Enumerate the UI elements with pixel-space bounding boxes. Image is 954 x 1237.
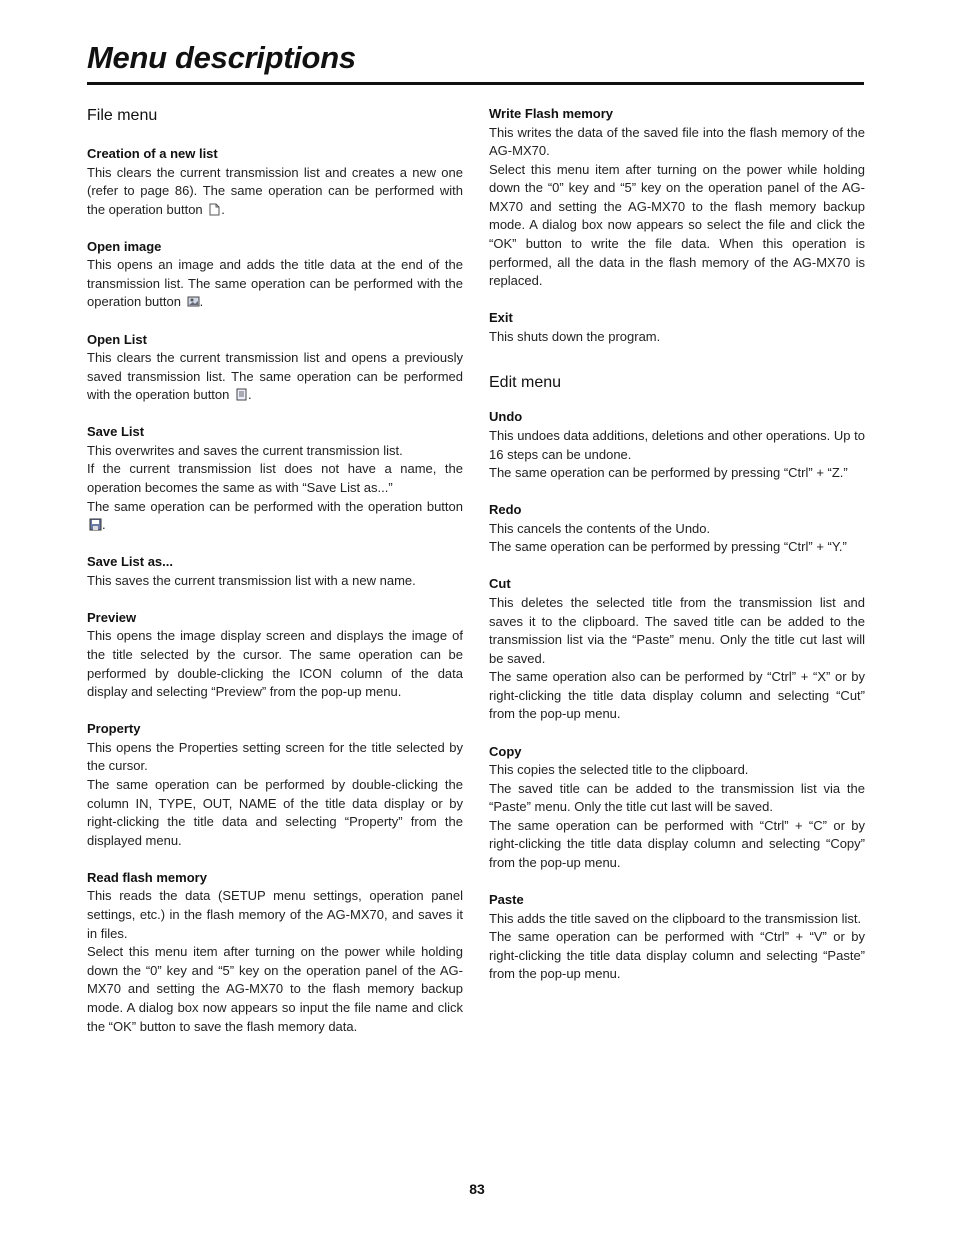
entry-text: This overwrites and saves the current transmission list. <box>87 442 403 458</box>
edit-menu-heading: Edit menu <box>489 374 562 392</box>
entry-open-image <box>87 238 463 312</box>
entry-text: If the current transmission list does not have a name, the operation becomes the same as with “Save List as...” <box>87 461 463 496</box>
entry-title: Cut <box>489 576 511 592</box>
entry-title: Copy <box>489 743 522 759</box>
entry-paste <box>489 891 865 984</box>
entry-undo <box>489 408 865 482</box>
entry-exit <box>489 309 865 346</box>
entry-title: Paste <box>489 892 524 908</box>
entry-title: Open image <box>87 238 162 254</box>
entry-property <box>87 720 463 850</box>
entry-title: Save List <box>87 424 145 440</box>
entry-text: This reads the data (SETUP menu settings, operation panel settings, etc.) in the flash memory of the AG-MX70, and saves it in files. <box>87 888 463 941</box>
entry-text-end: . <box>102 517 106 533</box>
entry-text: This writes the data of the saved file into the flash memory of the AG-MX70. <box>489 124 865 159</box>
entry-text: This adds the title saved on the clipboard to the transmission list. <box>489 910 862 926</box>
entry-title: Read flash memory <box>87 869 207 885</box>
entry-text <box>87 256 463 312</box>
entry-text: Select this menu item after turning on the power while holding down the “0” key and “5” key on the operation panel of the AG-MX70 and setting the AG-MX70 to the flash memory backup mode. A dialog box now appears so input the file name and click the “OK” button to save the flash memory data. <box>87 944 463 1034</box>
entry-text: This undoes data additions, deletions and other operations. Up to 16 steps can be undone. <box>489 427 865 462</box>
entry-text <box>87 349 463 405</box>
open-list-icon <box>235 388 248 401</box>
entry-text-end: . <box>248 387 252 403</box>
entry-open-list <box>87 331 463 405</box>
entry-title: Open List <box>87 331 147 347</box>
entry-text: This copies the selected title to the clipboard. <box>489 762 749 778</box>
entry-title: Write Flash memory <box>489 106 614 121</box>
entry-creation-new-list <box>87 145 463 219</box>
entry-redo <box>489 501 865 557</box>
entry-text: The same operation can be performed with “Ctrl” + “C” or by right-clicking the title data display column and selecting “Copy” from the pop-up menu. <box>489 817 865 871</box>
entry-title: Preview <box>87 609 137 625</box>
entry-text: The same operation can be performed by double-clicking the column IN, TYPE, OUT, NAME of the title data display or by right-clicking the title data and selecting “Property” from the displayed menu. <box>87 776 463 848</box>
entry-text: This opens the Properties setting screen for the title selected by the cursor. <box>87 739 463 774</box>
entry-text: The same operation can be performed with “Ctrl” + “V” or by right-clicking the title data display column and selecting “Paste” from the pop-up menu. <box>489 929 865 982</box>
entry-text <box>87 498 463 535</box>
entry-text-body: This clears the current transmission list and opens a previously saved transmission list. The same operation can be performed with the operation button <box>87 350 463 403</box>
entry-copy <box>489 743 865 873</box>
save-list-icon <box>89 518 102 531</box>
new-list-icon <box>208 203 221 216</box>
entry-text: The same operation also can be performed by “Ctrl” + “X” or by right-clicking the title data display column and selecting “Cut” from the pop-up menu. <box>489 669 865 722</box>
entry-preview <box>87 609 463 702</box>
entry-title: Undo <box>489 409 523 425</box>
entry-write-flash-memory <box>489 105 865 291</box>
entry-text: The same operation can be performed by pressing “Ctrl” + “Z.” <box>489 465 848 481</box>
entry-text-body: This clears the current transmission list and creates a new one (refer to page 86). The same operation can be performed with the operation button <box>87 164 463 217</box>
open-image-icon <box>187 295 200 308</box>
entry-title: Property <box>87 721 141 737</box>
page-number: 83 <box>469 1181 485 1197</box>
title-rule <box>87 82 864 85</box>
entry-text: This shuts down the program. <box>489 328 661 344</box>
entry-title: Redo <box>489 502 522 518</box>
entry-save-list-as <box>87 553 463 590</box>
entry-text: Select this menu item after turning on the power while holding down the “0” key and “5” key on the operation panel of the AG-MX70 and setting the AG-MX70 to the flash memory backup mode. A dialog box now appears so select the file and click the “OK” button to write the file data. When this operation is performed, all the data in the flash memory of the AG-MX70 is replaced. <box>489 161 865 289</box>
entry-text: The saved title can be added to the transmission list via the “Paste” menu. Only the title cut last will be saved. <box>489 780 865 815</box>
entry-text-body: The same operation can be performed with the operation button <box>87 498 463 514</box>
entry-text: The same operation can be performed by pressing “Ctrl” + “Y.” <box>489 539 847 555</box>
left-column <box>87 105 463 1036</box>
entry-text-body: This opens an image and adds the title data at the end of the transmission list. The same operation can be performed with the operation button <box>87 257 463 310</box>
entry-title: Creation of a new list <box>87 146 218 161</box>
file-menu-heading: File menu <box>87 107 158 124</box>
right-column <box>489 105 865 984</box>
entry-text: This deletes the selected title from the transmission list and saves it to the clipboard. The saved title can be added to the transmission list via the “Paste” menu. Only the title cut last will be saved. <box>489 594 865 666</box>
entry-read-flash-memory <box>87 869 463 1036</box>
entry-title: Exit <box>489 310 513 326</box>
entry-title: Save List as... <box>87 554 173 570</box>
entry-save-list <box>87 423 463 534</box>
entry-text-end: . <box>221 201 225 217</box>
entry-text <box>87 164 463 220</box>
page-title: Menu descriptions <box>87 40 356 75</box>
entry-text: This cancels the contents of the Undo. <box>489 520 711 536</box>
entry-cut <box>489 575 865 724</box>
entry-text: This opens the image display screen and displays the image of the title selected by the cursor. The same operation can be performed by double-clicking the ICON column of the data display and selecting “Preview” from the pop-up menu. <box>87 628 463 700</box>
entry-text-end: . <box>199 294 204 310</box>
entry-text: This saves the current transmission list with a new name. <box>87 572 416 588</box>
